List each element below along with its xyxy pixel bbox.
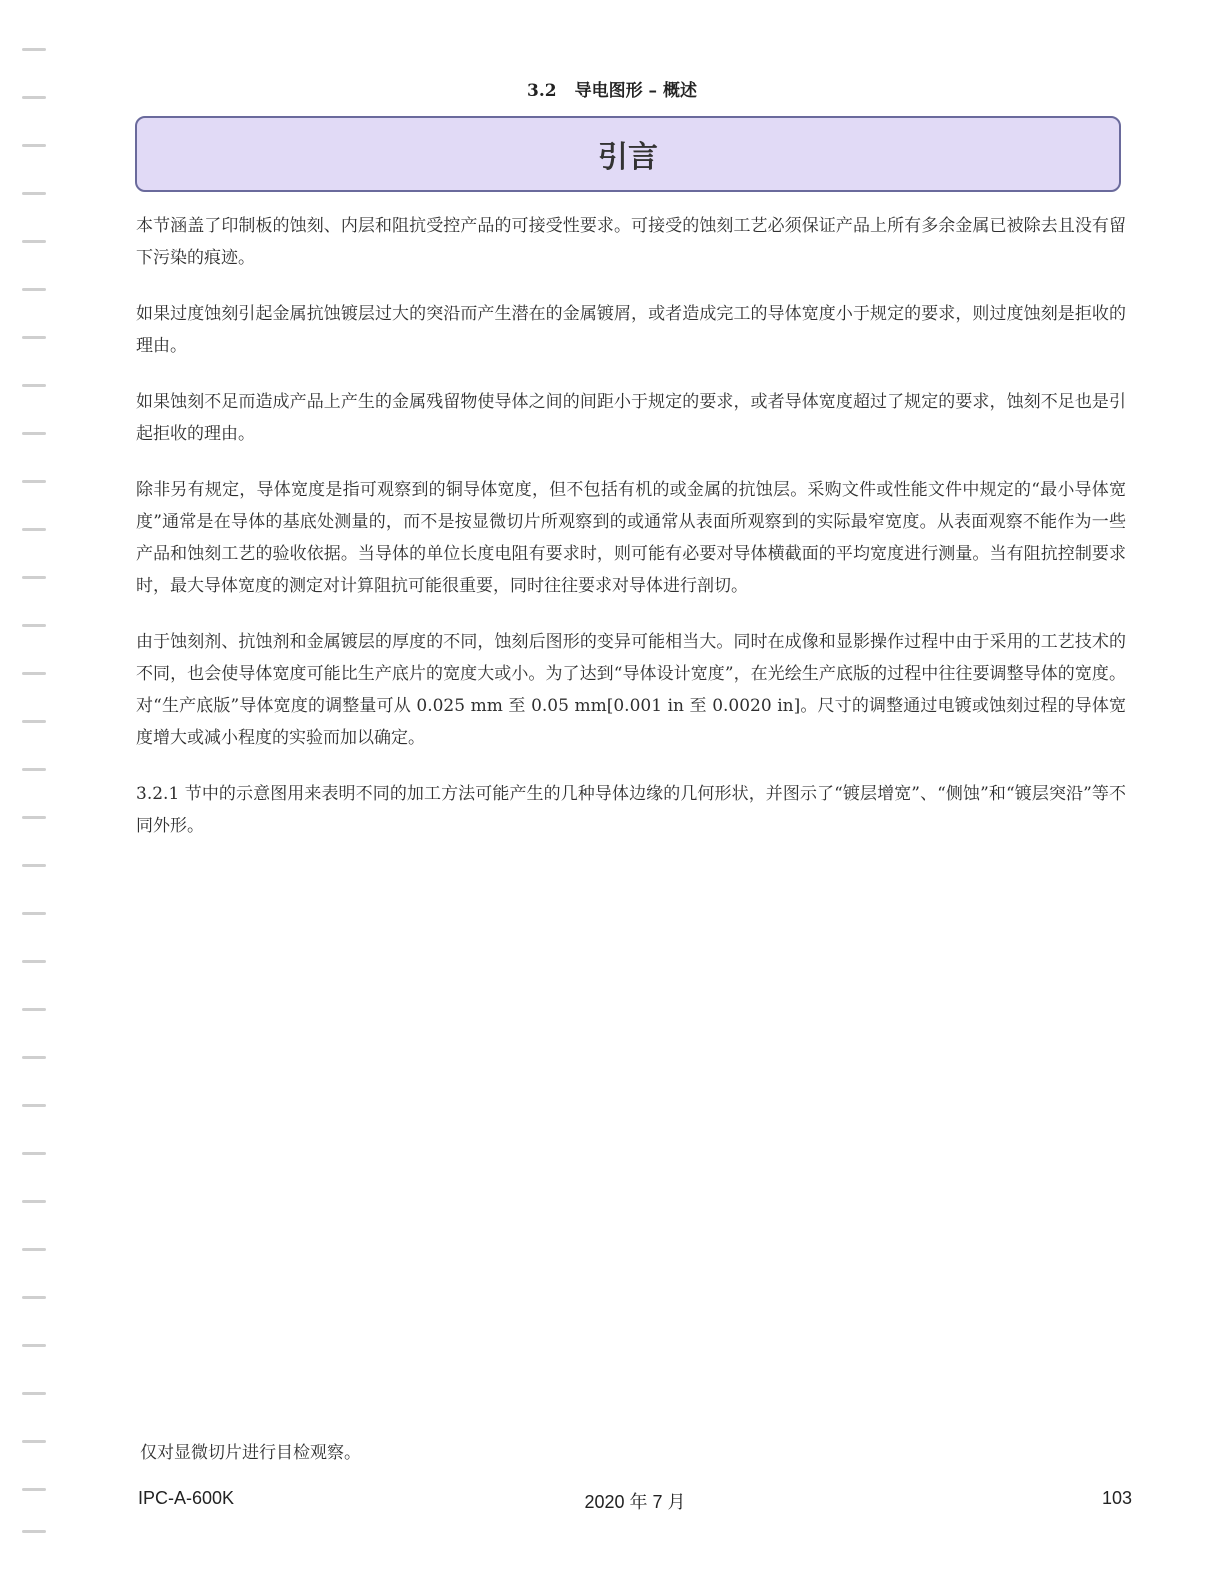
- section-title: 导电图形 – 概述: [574, 81, 697, 101]
- paragraph: 除非另有规定，导体宽度是指可观察到的铜导体宽度，但不包括有机的或金属的抗蚀层。采购文件或性能文件中规定的“最小导体宽度”通常是在导体的基底处测量的，而不是按显微切片所观察到的或通常从表面所观察到的实际最窄宽度。从表面观察不能作为一些产品和蚀刻工艺的验收依据。当导体的单位长度电阻有要求时，则可能有必要对导体横截面的平均宽度进行测量。当有阻抗控制要求时，最大导体宽度的测定对计算阻抗可能很重要，同时往往要求对导体进行剖切。: [136, 480, 1126, 596]
- binding-holes: [22, 40, 48, 1550]
- document-id: IPC-A-600K: [138, 1488, 235, 1508]
- page-footer: [138, 1488, 1132, 1516]
- section-number: 3.2: [527, 81, 557, 101]
- page-number: 103: [1101, 1488, 1132, 1508]
- section-header: [0, 76, 1224, 101]
- page-title: 引言: [598, 140, 658, 175]
- publication-date: 2020 年 7 月: [584, 1492, 686, 1512]
- paragraph: 由于蚀刻剂、抗蚀剂和金属镀层的厚度的不同，蚀刻后图形的变异可能相当大。同时在成像和显影操作过程中由于采用的工艺技术的不同，也会使导体宽度可能比生产底片的宽度大或小。为了达到“导体设计宽度”，在光绘生产底版的过程中往往要调整导体的宽度。对“生产底版”导体宽度的调整量可从 0.025 mm 至 0.05 mm[0.001 in 至 0.0020 in]。尺寸的调整通过电镀或蚀刻过程的导体宽度增大或减小程度的实验而加以确定。: [136, 632, 1126, 748]
- paragraph: 本节涵盖了印制板的蚀刻、内层和阻抗受控产品的可接受性要求。可接受的蚀刻工艺必须保证产品上所有多余金属已被除去且没有留下污染的痕迹。: [136, 216, 1126, 268]
- body-content: [136, 210, 1126, 866]
- footnote: 仅对显微切片进行目检观察。: [140, 1443, 361, 1463]
- title-banner: [135, 116, 1121, 192]
- paragraph: 如果过度蚀刻引起金属抗蚀镀层过大的突沿而产生潜在的金属镀屑，或者造成完工的导体宽度小于规定的要求，则过度蚀刻是拒收的理由。: [136, 304, 1126, 356]
- paragraph: 3.2.1 节中的示意图用来表明不同的加工方法可能产生的几种导体边缘的几何形状，并图示了“镀层增宽”、“侧蚀”和“镀层突沿”等不同外形。: [136, 784, 1126, 836]
- paragraph: 如果蚀刻不足而造成产品上产生的金属残留物使导体之间的间距小于规定的要求，或者导体宽度超过了规定的要求，蚀刻不足也是引起拒收的理由。: [136, 392, 1126, 444]
